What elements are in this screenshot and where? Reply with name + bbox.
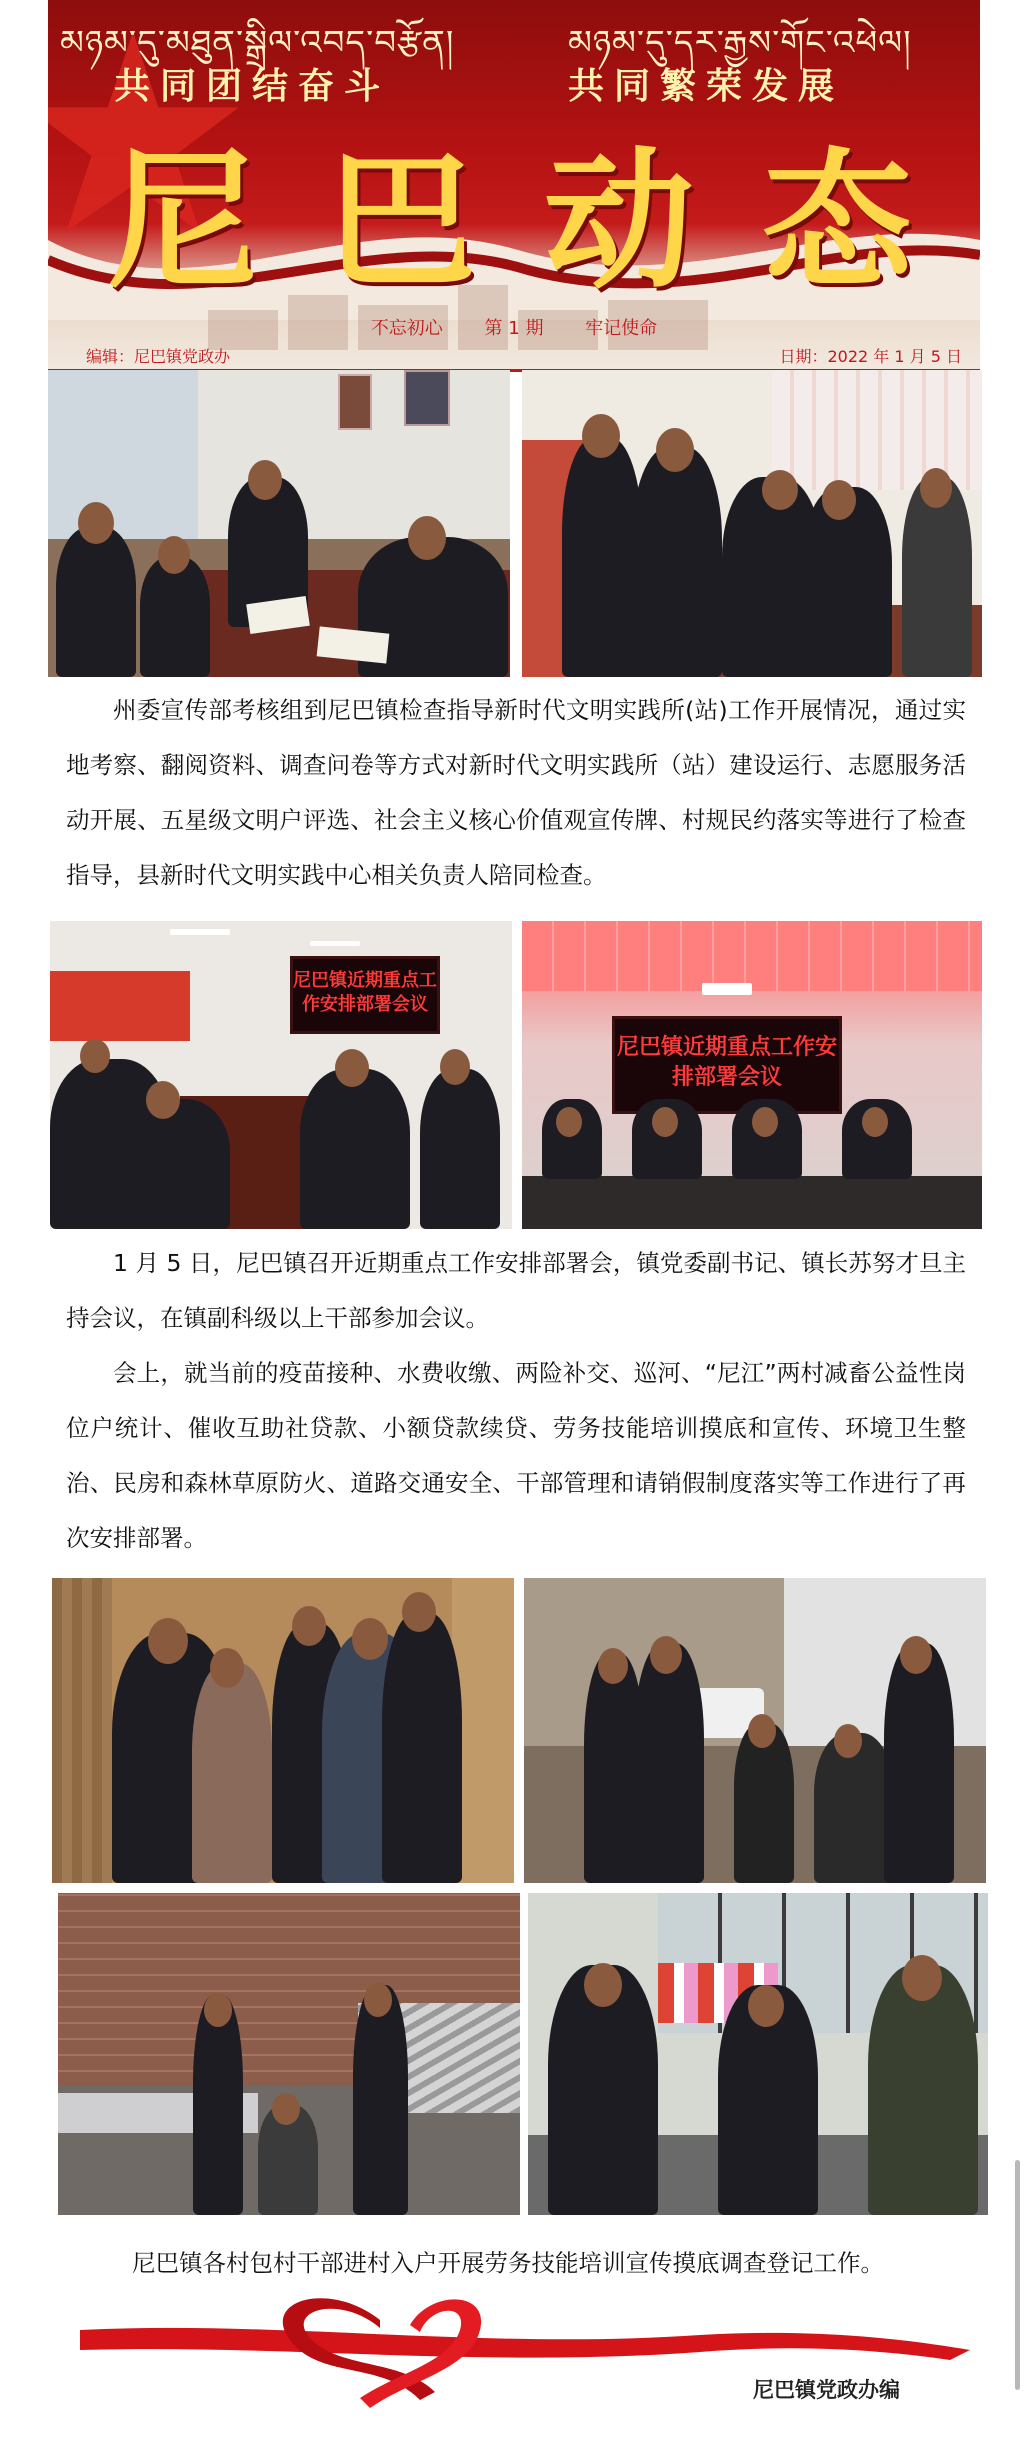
issue-date: 日期：2022 年 1 月 5 日: [779, 347, 962, 366]
scrollbar[interactable]: [1015, 2160, 1020, 2390]
newsletter-title: 尼巴动态: [108, 135, 980, 309]
article-paragraph-1-block: [66, 683, 966, 903]
photo-village-visit-4: [528, 1893, 988, 2215]
photo-meeting-room-left: [50, 921, 512, 1229]
footer-credit: 尼巴镇党政办编: [753, 2378, 900, 2402]
meeting-sign-left: 尼巴镇近期重点工作安排部署会议: [290, 956, 440, 1034]
issue-number: 第 1 期: [484, 318, 544, 339]
motto-left: 不忘初心: [370, 318, 443, 339]
article-paragraph-1: 州委宣传部考核组到尼巴镇检查指导新时代文明实践所(站)工作开展情况，通过实地考察、翻阅资料、调查问卷等方式对新时代文明实践所（站）建设运行、志愿服务活动开展、五星级文明户评选、社会主义核心价值观宣传牌、村规民约落实等进行了检查指导，县新时代文明实践中心相关负责人陪同检查。: [66, 696, 966, 889]
slogan-right: 共同繁荣发展: [568, 65, 845, 107]
photo-village-visit-3: [58, 1893, 520, 2215]
photo-village-visit-1: [52, 1578, 514, 1883]
slogan-left: 共同团结奋斗: [114, 65, 391, 107]
issue-line: [48, 314, 980, 340]
motto-right: 牢记使命: [585, 318, 658, 339]
tibetan-slogan-right: མཉམ་དུ་དར་རྒྱས་གོང་འཕེལ།: [568, 23, 912, 63]
article-meeting-block: [66, 1236, 966, 1566]
editor-credit: 编辑：尼巴镇党政办: [86, 347, 231, 366]
article-paragraph-3: 会上，就当前的疫苗接种、水费收缴、两险补交、巡河、“尼江”两村减畜公益性岗位户统计、催收互助社贷款、小额贷款续贷、劳务技能培训摸底和宣传、环境卫生整治、民房和森林草原防火、道路交通安全、干部管理和请销假制度落实等工作进行了再次安排部署。: [66, 1359, 966, 1552]
article-paragraph-2: 1 月 5 日，尼巴镇召开近期重点工作安排部署会，镇党委副书记、镇长苏努才旦主持会议，在镇副科级以上干部参加会议。: [66, 1249, 966, 1332]
meeting-sign-right: 尼巴镇近期重点工作安排部署会议: [612, 1016, 842, 1114]
photo-village-visit-2: [524, 1578, 986, 1883]
tibetan-slogan-left: མཉམ་དུ་མཐུན་སྒྲིལ་འབད་བརྩོན།: [60, 23, 455, 63]
photo-caption: 尼巴镇各村包村干部进村入户开展劳务技能培训宣传摸底调查登记工作。: [132, 2249, 884, 2277]
masthead-banner: [48, 0, 980, 372]
tibetan-slogans: [48, 0, 980, 63]
photo-inspection-office: [48, 370, 510, 677]
photo-inspection-library: [522, 370, 982, 677]
footer-ribbon: [80, 2280, 980, 2410]
photo-meeting-room-right: [522, 921, 982, 1229]
